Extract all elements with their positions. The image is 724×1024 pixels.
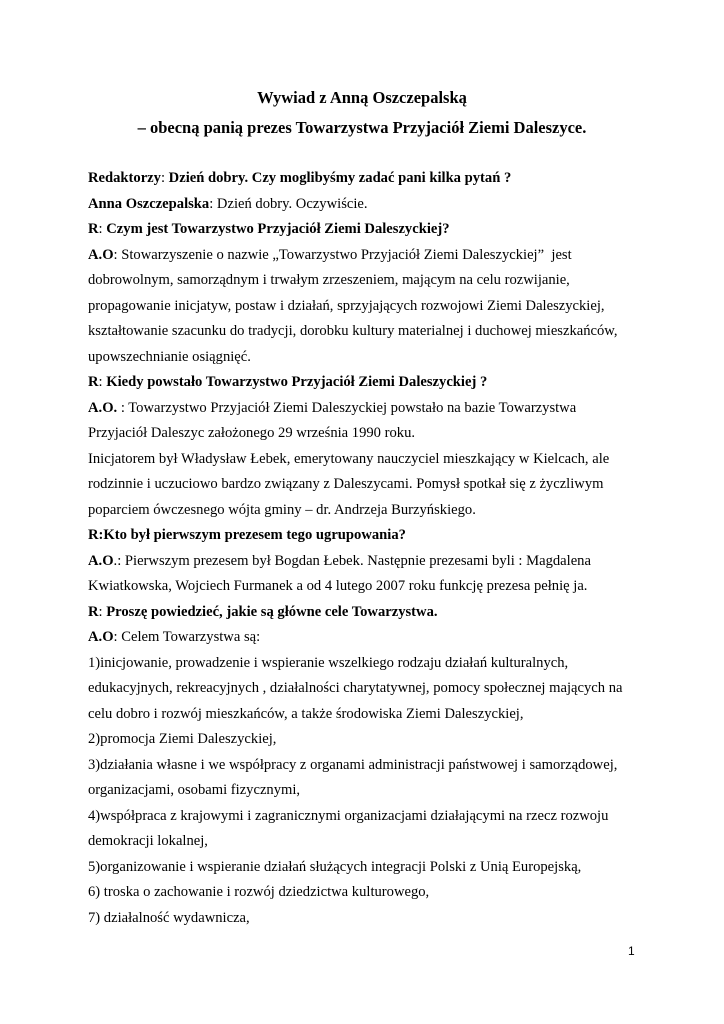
answer-text: 2)promocja Ziemi Daleszyckiej, [88, 731, 277, 747]
text-line [88, 243, 648, 269]
text-line [88, 855, 648, 881]
separator: : [98, 221, 107, 237]
separator: : [113, 629, 122, 645]
answer-text: Celem Towarzystwa są: [121, 629, 261, 645]
answer-text: 4)współpraca z krajowymi i zagranicznymi organizacjami działającymi na rzecz rozwoju [88, 807, 609, 824]
separator: : [98, 374, 107, 390]
speaker-label: A.O [88, 552, 114, 569]
text-line [88, 549, 648, 575]
separator: : [117, 399, 129, 416]
answer-text: 1)inicjowanie, prowadzenie i wspieranie wszelkiego rodzaju działań kulturalnych, [88, 654, 569, 671]
answer-text: edukacyjnych, rekreacyjnych , działalności charytatywnej, pomocy społecznej mających na [88, 680, 623, 696]
text-line [88, 600, 648, 626]
question-text: Kto był pierwszym prezesem tego ugrupowania? [103, 527, 406, 543]
text-line [88, 319, 648, 345]
page-number: 1 [628, 944, 635, 958]
separator: : [113, 246, 122, 263]
text-line [88, 829, 648, 855]
text-line [88, 753, 648, 779]
interview-body [88, 166, 648, 931]
answer-text: 5)organizowanie i wspieranie działań służących integracji Polski z Unią Europejską, [88, 858, 582, 875]
answer-text: Kwiatkowska, Wojciech Furmanek a od 4 lutego 2007 roku funkcję prezesa pełnię ja. [88, 578, 588, 594]
text-line [88, 523, 648, 549]
speaker-label: A.O [88, 629, 114, 645]
answer-text: kształtowanie szacunku do tradycji, dorobku kultury materialnej i duchowej mieszkańców, [88, 323, 618, 339]
answer-text: 6) troska o zachowanie i rozwój dziedzictwa kulturowego, [88, 884, 430, 900]
text-line [88, 370, 648, 396]
answer-text: upowszechnianie osiągnięć. [88, 348, 251, 365]
text-line [88, 294, 648, 320]
text-line [88, 268, 648, 294]
speaker-label: A.O. [88, 399, 118, 416]
text-line [88, 472, 648, 498]
text-line [88, 625, 648, 651]
answer-text: propagowanie inicjatyw, postaw i działań, sprzyjających rozwojowi Ziemi Daleszyckiej, [88, 297, 605, 314]
answer-text: 7) działalność wydawnicza, [88, 909, 250, 926]
answer-text: Stowarzyszenie o nazwie „Towarzystwo Przyjaciół Ziemi Daleszyckiej” jest [121, 246, 572, 263]
text-line [88, 651, 648, 677]
answer-text: 3)działania własne i we współpracy z organami administracji państwowej i samorządowej, [88, 756, 618, 773]
text-line [88, 498, 648, 524]
speaker-label: A.O [88, 246, 114, 263]
separator: : [209, 195, 217, 212]
answer-text: poparciem ówczesnego wójta gminy – dr. Andrzeja Burzyńskiego. [88, 501, 476, 518]
answer-text: celu dobro i rozwój mieszkańców, a także środowiska Ziemi Daleszyckiej, [88, 705, 524, 722]
answer-text: Towarzystwo Przyjaciół Ziemi Daleszyckiej powstało na bazie Towarzystwa [128, 399, 577, 416]
answer-text: organizacjami, osobami fizycznymi, [88, 782, 301, 798]
text-line [88, 727, 648, 753]
speaker-label: R [88, 221, 99, 237]
question-text: Proszę powiedzieć, jakie są główne cele Towarzystwa. [106, 603, 438, 620]
text-line [88, 345, 648, 371]
text-line [88, 906, 648, 932]
answer-text: Dzień dobry. Oczywiście. [216, 195, 368, 212]
text-line [88, 447, 648, 473]
text-line [88, 166, 648, 192]
text-line [88, 702, 648, 728]
text-line [88, 421, 648, 447]
question-text: Dzień dobry. Czy moglibyśmy zadać pani kilka pytań ? [168, 170, 512, 186]
text-line [88, 574, 648, 600]
text-line [88, 217, 648, 243]
answer-text: demokracji lokalnej, [88, 833, 208, 849]
separator: : [160, 170, 169, 186]
document-subtitle: – obecną panią prezes Towarzystwa Przyjaciół Ziemi Daleszyce. [137, 118, 587, 137]
text-line [88, 880, 648, 906]
text-line [88, 804, 648, 830]
speaker-label: R [88, 374, 99, 390]
separator: : [98, 603, 107, 620]
answer-text: Przyjaciół Daleszyc założonego 29 września 1990 roku. [88, 425, 416, 441]
question-text: Kiedy powstało Towarzystwo Przyjaciół Ziemi Daleszyckiej ? [106, 374, 488, 390]
answer-text: Pierwszym prezesem był Bogdan Łebek. Następnie prezesami byli : Magdalena [124, 552, 591, 569]
document-title: Wywiad z Anną Oszczepalską [257, 88, 467, 107]
answer-text: rodzinnie i uczuciowo bardzo związany z Daleszycami. Pomysł spotkał się z życzliwym [88, 476, 604, 492]
text-line [88, 778, 648, 804]
speaker-label: R: [88, 527, 104, 543]
text-line [88, 192, 648, 218]
speaker-label: Redaktorzy [88, 170, 161, 186]
text-line [88, 676, 648, 702]
answer-text: dobrowolnym, samorządnym i trwałym zrzeszeniem, mającym na celu rozwijanie, [88, 272, 570, 288]
speaker-label: R [88, 603, 99, 620]
speaker-label: Anna Oszczepalska [88, 195, 210, 212]
text-line [88, 396, 648, 422]
question-text: Czym jest Towarzystwo Przyjaciół Ziemi Daleszyckiej? [106, 221, 450, 237]
separator: .: [113, 552, 125, 569]
answer-text: Inicjatorem był Władysław Łebek, emerytowany nauczyciel mieszkający w Kielcach, ale [88, 450, 610, 467]
